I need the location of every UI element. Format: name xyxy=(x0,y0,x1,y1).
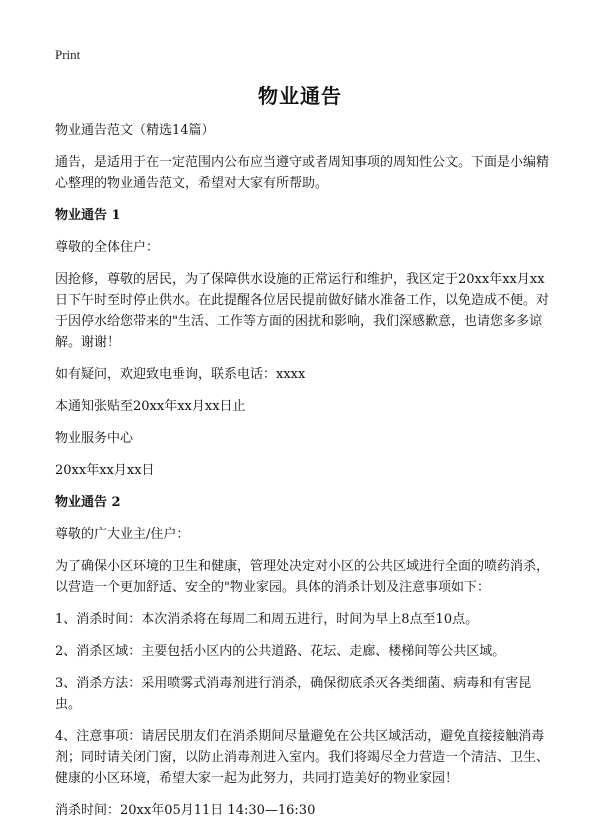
notice-2-body: 为了确保小区环境的卫生和健康，管理处决定对小区的公共区域进行全面的喷药消杀，以营造一个更加舒适、安全的"物业家园。具体的消杀计划及注意事项如下： xyxy=(55,559,550,595)
article-subtitle: 物业通告范文（精选14篇） xyxy=(55,123,215,138)
notice-2-item-1: 1、消杀时间：本次消杀将在每周二和周五进行，时间为早上8点至10点。 xyxy=(55,612,479,627)
intro-paragraph: 通告，是适用于在一定范围内公布应当遵守或者周知事项的周知性公文。下面是小编精心整理的物业通告范文，希望对大家有所帮助。 xyxy=(55,155,550,191)
notice-1-date: 20xx年xx月xx日 xyxy=(55,463,155,478)
notice-2-salutation: 尊敬的广大业主/住户： xyxy=(55,527,190,542)
notice-1-heading: 物业通告 1 xyxy=(55,208,121,223)
page-title: 物业通告 xyxy=(258,84,342,108)
notice-1-body: 因抢修，尊敬的居民，为了保障供水设施的正常运行和维护，我区定于20xx年xx月xx日下午时至时停止供水。在此提醒各位居民提前做好储水准备工作，以免造成不便。对于因停水给您带来的"生活、工作等方面的困扰和影响，我们深感歉意，也请您多多谅解。谢谢！ xyxy=(55,272,550,350)
notice-1-signature: 物业服务中心 xyxy=(55,431,134,446)
notice-1-salutation: 尊敬的全体住户： xyxy=(55,240,160,255)
print-link[interactable]: Print xyxy=(55,47,81,62)
notice-2-item-4: 4、注意事项：请居民朋友们在消杀期间尽量避免在公共区域活动，避免直接接触消毒剂；同时请关闭门窗，以防止消毒剂进入室内。我们将竭尽全力营造一个清洁、卫生、健康的小区环境，希望大家一起为此努力，共同打造美好的物业家园！ xyxy=(55,729,550,786)
article-body xyxy=(55,120,555,832)
notice-1-contact: 如有疑问，欢迎致电垂询，联系电话：xxxx xyxy=(55,367,306,382)
notice-2-item-3: 3、消杀方法：采用喷雾式消毒剂进行消杀，确保彻底杀灭各类细菌、病毒和有害昆虫。 xyxy=(55,676,532,712)
notice-2-heading: 物业通告 2 xyxy=(55,495,121,510)
notice-2-time-line: 消杀时间：20xx年05月11日 14:30—16:30 xyxy=(55,803,316,818)
notice-2-item-2: 2、消杀区域：主要包括小区内的公共道路、花坛、走廊、楼梯间等公共区域。 xyxy=(55,644,506,659)
notice-1-posted-until: 本通知张贴至20xx年xx月xx日止 xyxy=(55,399,246,414)
